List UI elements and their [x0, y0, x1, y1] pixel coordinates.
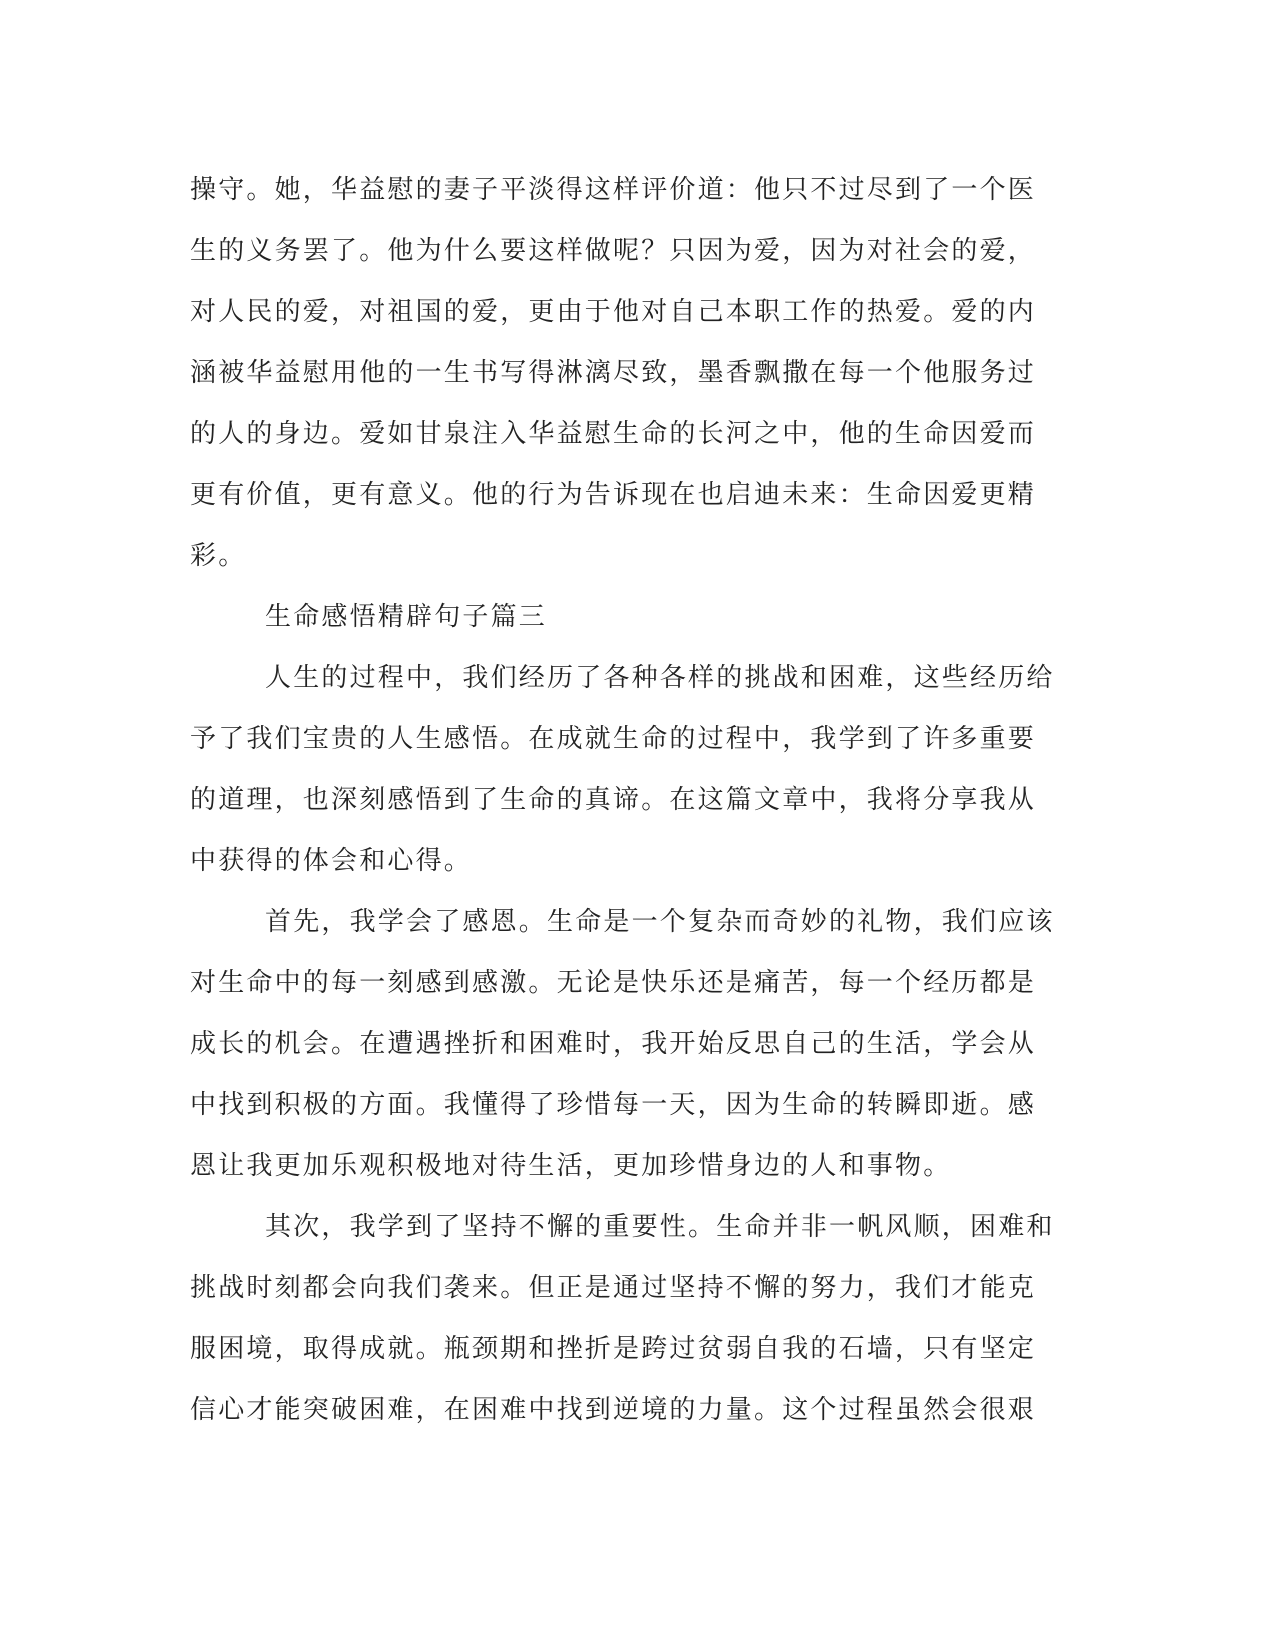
paragraph-3	[190, 892, 1085, 1197]
text-line: 信心才能突破困难，在困难中找到逆境的力量。这个过程虽然会很艰	[190, 1395, 1037, 1425]
text-line: 更有价值，更有意义。他的行为告诉现在也启迪未来：生命因爱更精	[190, 480, 1037, 510]
text-line: 的人的身边。爱如甘泉注入华益慰生命的长河之中，他的生命因爱而	[190, 419, 1037, 449]
text-line: 人生的过程中，我们经历了各种各样的挑战和困难，这些经历给	[265, 663, 1055, 693]
section-heading: 生命感悟精辟句子篇三	[265, 602, 548, 632]
text-line: 其次，我学到了坚持不懈的重要性。生命并非一帆风顺，困难和	[265, 1212, 1055, 1242]
text-line: 服困境，取得成就。瓶颈期和挫折是跨过贫弱自我的石墙，只有坚定	[190, 1334, 1037, 1364]
text-line: 挑战时刻都会向我们袭来。但正是通过坚持不懈的努力，我们才能克	[190, 1273, 1037, 1303]
text-line: 生的义务罢了。他为什么要这样做呢？只因为爱，因为对社会的爱，	[190, 236, 1037, 266]
text-line: 的道理，也深刻感悟到了生命的真谛。在这篇文章中，我将分享我从	[190, 785, 1037, 815]
text-line: 对生命中的每一刻感到感激。无论是快乐还是痛苦，每一个经历都是	[190, 968, 1037, 998]
paragraph-2	[190, 648, 1085, 892]
paragraph-4	[190, 1197, 1085, 1441]
text-line: 首先，我学会了感恩。生命是一个复杂而奇妙的礼物，我们应该	[265, 907, 1055, 937]
text-line: 恩让我更加乐观积极地对待生活，更加珍惜身边的人和事物。	[190, 1151, 952, 1181]
text-line: 成长的机会。在遭遇挫折和困难时，我开始反思自己的生活，学会从	[190, 1029, 1037, 1059]
paragraph-1	[190, 160, 1085, 587]
text-line: 对人民的爱，对祖国的爱，更由于他对自己本职工作的热爱。爱的内	[190, 297, 1037, 327]
text-line: 涵被华益慰用他的一生书写得淋漓尽致，墨香飘撒在每一个他服务过	[190, 358, 1037, 388]
text-line: 予了我们宝贵的人生感悟。在成就生命的过程中，我学到了许多重要	[190, 724, 1037, 754]
text-line: 中获得的体会和心得。	[190, 846, 473, 876]
text-line: 彩。	[190, 541, 247, 571]
text-line: 中找到积极的方面。我懂得了珍惜每一天，因为生命的转瞬即逝。感	[190, 1090, 1037, 1120]
text-line: 操守。她，华益慰的妻子平淡得这样评价道：他只不过尽到了一个医	[190, 175, 1037, 205]
document-body	[190, 160, 1085, 1441]
